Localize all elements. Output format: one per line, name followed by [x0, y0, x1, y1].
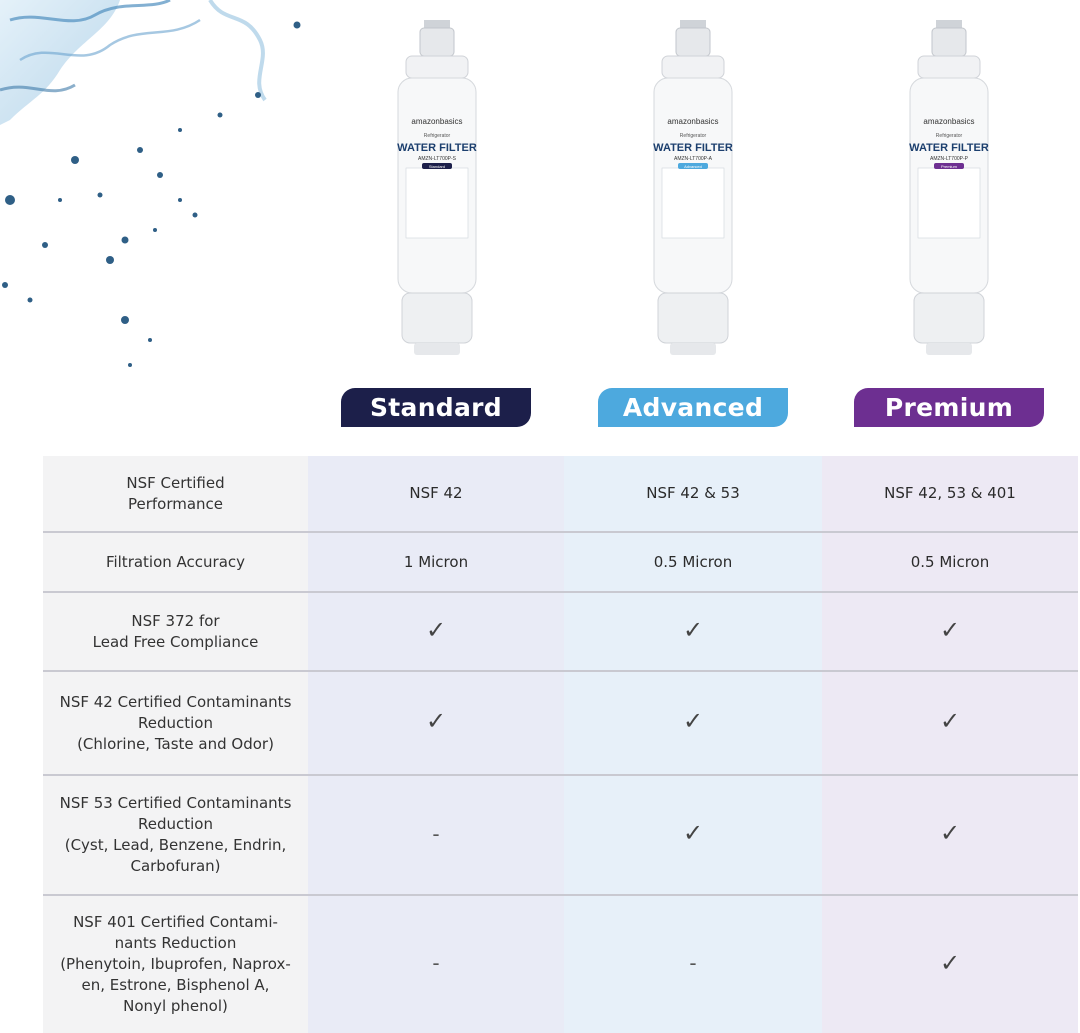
svg-text:Premium: Premium — [940, 164, 958, 169]
cell-advanced — [564, 592, 822, 671]
check-icon: ✓ — [939, 707, 961, 735]
row-label: Filtration Accuracy — [43, 532, 308, 592]
tier-badge-premium: Premium — [854, 388, 1044, 427]
product-image-standard — [392, 18, 482, 358]
check-icon: ✓ — [682, 707, 704, 735]
row-label: NSF Certified Performance — [43, 456, 308, 532]
check-icon: ✓ — [939, 948, 961, 977]
comparison-table — [43, 456, 1078, 1033]
svg-text:Refrigerator: Refrigerator — [679, 133, 707, 139]
cell-premium — [822, 895, 1078, 1033]
check-icon: ✓ — [939, 615, 961, 644]
svg-text:AMZN-LT700P-A: AMZN-LT700P-A — [674, 156, 712, 162]
svg-text:AMZN-LT700P-S: AMZN-LT700P-S — [418, 156, 456, 162]
dash-icon: - — [432, 951, 440, 975]
tier-badge-standard: Standard — [341, 388, 531, 427]
cell-premium: 0.5 Micron — [822, 532, 1078, 592]
water-splash-image — [0, 0, 400, 390]
cell-standard — [308, 895, 564, 1033]
cell-advanced: NSF 42 & 53 — [564, 456, 822, 532]
tier-badge-advanced: Advanced — [598, 388, 788, 427]
table-row — [43, 895, 1078, 1033]
table-row — [43, 456, 1078, 532]
cell-advanced — [564, 671, 822, 775]
dash-icon: - — [689, 951, 697, 975]
row-label: NSF 53 Certified Contaminants Reduction (Cyst, Lead, Benzene, Endrin, Carbofuran) — [43, 775, 308, 895]
svg-text:Advanced: Advanced — [684, 164, 702, 169]
cell-advanced — [564, 895, 822, 1033]
cell-standard: NSF 42 — [308, 456, 564, 532]
cell-standard: 1 Micron — [308, 532, 564, 592]
check-icon: ✓ — [682, 819, 704, 847]
svg-text:WATER FILTER: WATER FILTER — [397, 142, 477, 154]
water-filter-image — [904, 18, 994, 358]
dash-icon: - — [432, 821, 440, 846]
cell-premium — [822, 775, 1078, 895]
row-label: NSF 42 Certified Contaminants Reduction (Chlorine, Taste and Odor) — [43, 671, 308, 775]
check-icon: ✓ — [425, 707, 447, 735]
cell-premium — [822, 592, 1078, 671]
cell-standard — [308, 775, 564, 895]
row-label: NSF 401 Certified Contami- nants Reduction (Phenytoin, Ibuprofen, Naprox- en, Estrone, Bisphenol A, Nonyl phenol) — [43, 895, 308, 1033]
svg-text:Refrigerator: Refrigerator — [423, 133, 451, 139]
svg-text:AMZN-LT700P-P: AMZN-LT700P-P — [930, 156, 968, 162]
cell-advanced — [564, 775, 822, 895]
svg-text:amazonbasics: amazonbasics — [667, 117, 719, 126]
product-image-advanced — [648, 18, 738, 358]
table-row — [43, 532, 1078, 592]
check-icon: ✓ — [425, 615, 447, 644]
water-filter-image — [648, 18, 738, 358]
check-icon: ✓ — [682, 615, 704, 644]
product-image-premium — [904, 18, 994, 358]
cell-standard — [308, 671, 564, 775]
water-filter-image — [392, 18, 482, 358]
row-label: NSF 372 for Lead Free Compliance — [43, 592, 308, 671]
check-icon: ✓ — [939, 819, 961, 847]
svg-text:amazonbasics: amazonbasics — [923, 117, 975, 126]
cell-advanced: 0.5 Micron — [564, 532, 822, 592]
svg-text:Refrigerator: Refrigerator — [935, 133, 963, 139]
cell-premium — [822, 671, 1078, 775]
table-row — [43, 775, 1078, 895]
svg-text:WATER FILTER: WATER FILTER — [653, 142, 733, 154]
table-row — [43, 592, 1078, 671]
svg-text:WATER FILTER: WATER FILTER — [909, 142, 989, 154]
cell-standard — [308, 592, 564, 671]
table-row — [43, 671, 1078, 775]
svg-text:amazonbasics: amazonbasics — [411, 117, 463, 126]
svg-text:Standard: Standard — [428, 164, 446, 169]
cell-premium: NSF 42, 53 & 401 — [822, 456, 1078, 532]
